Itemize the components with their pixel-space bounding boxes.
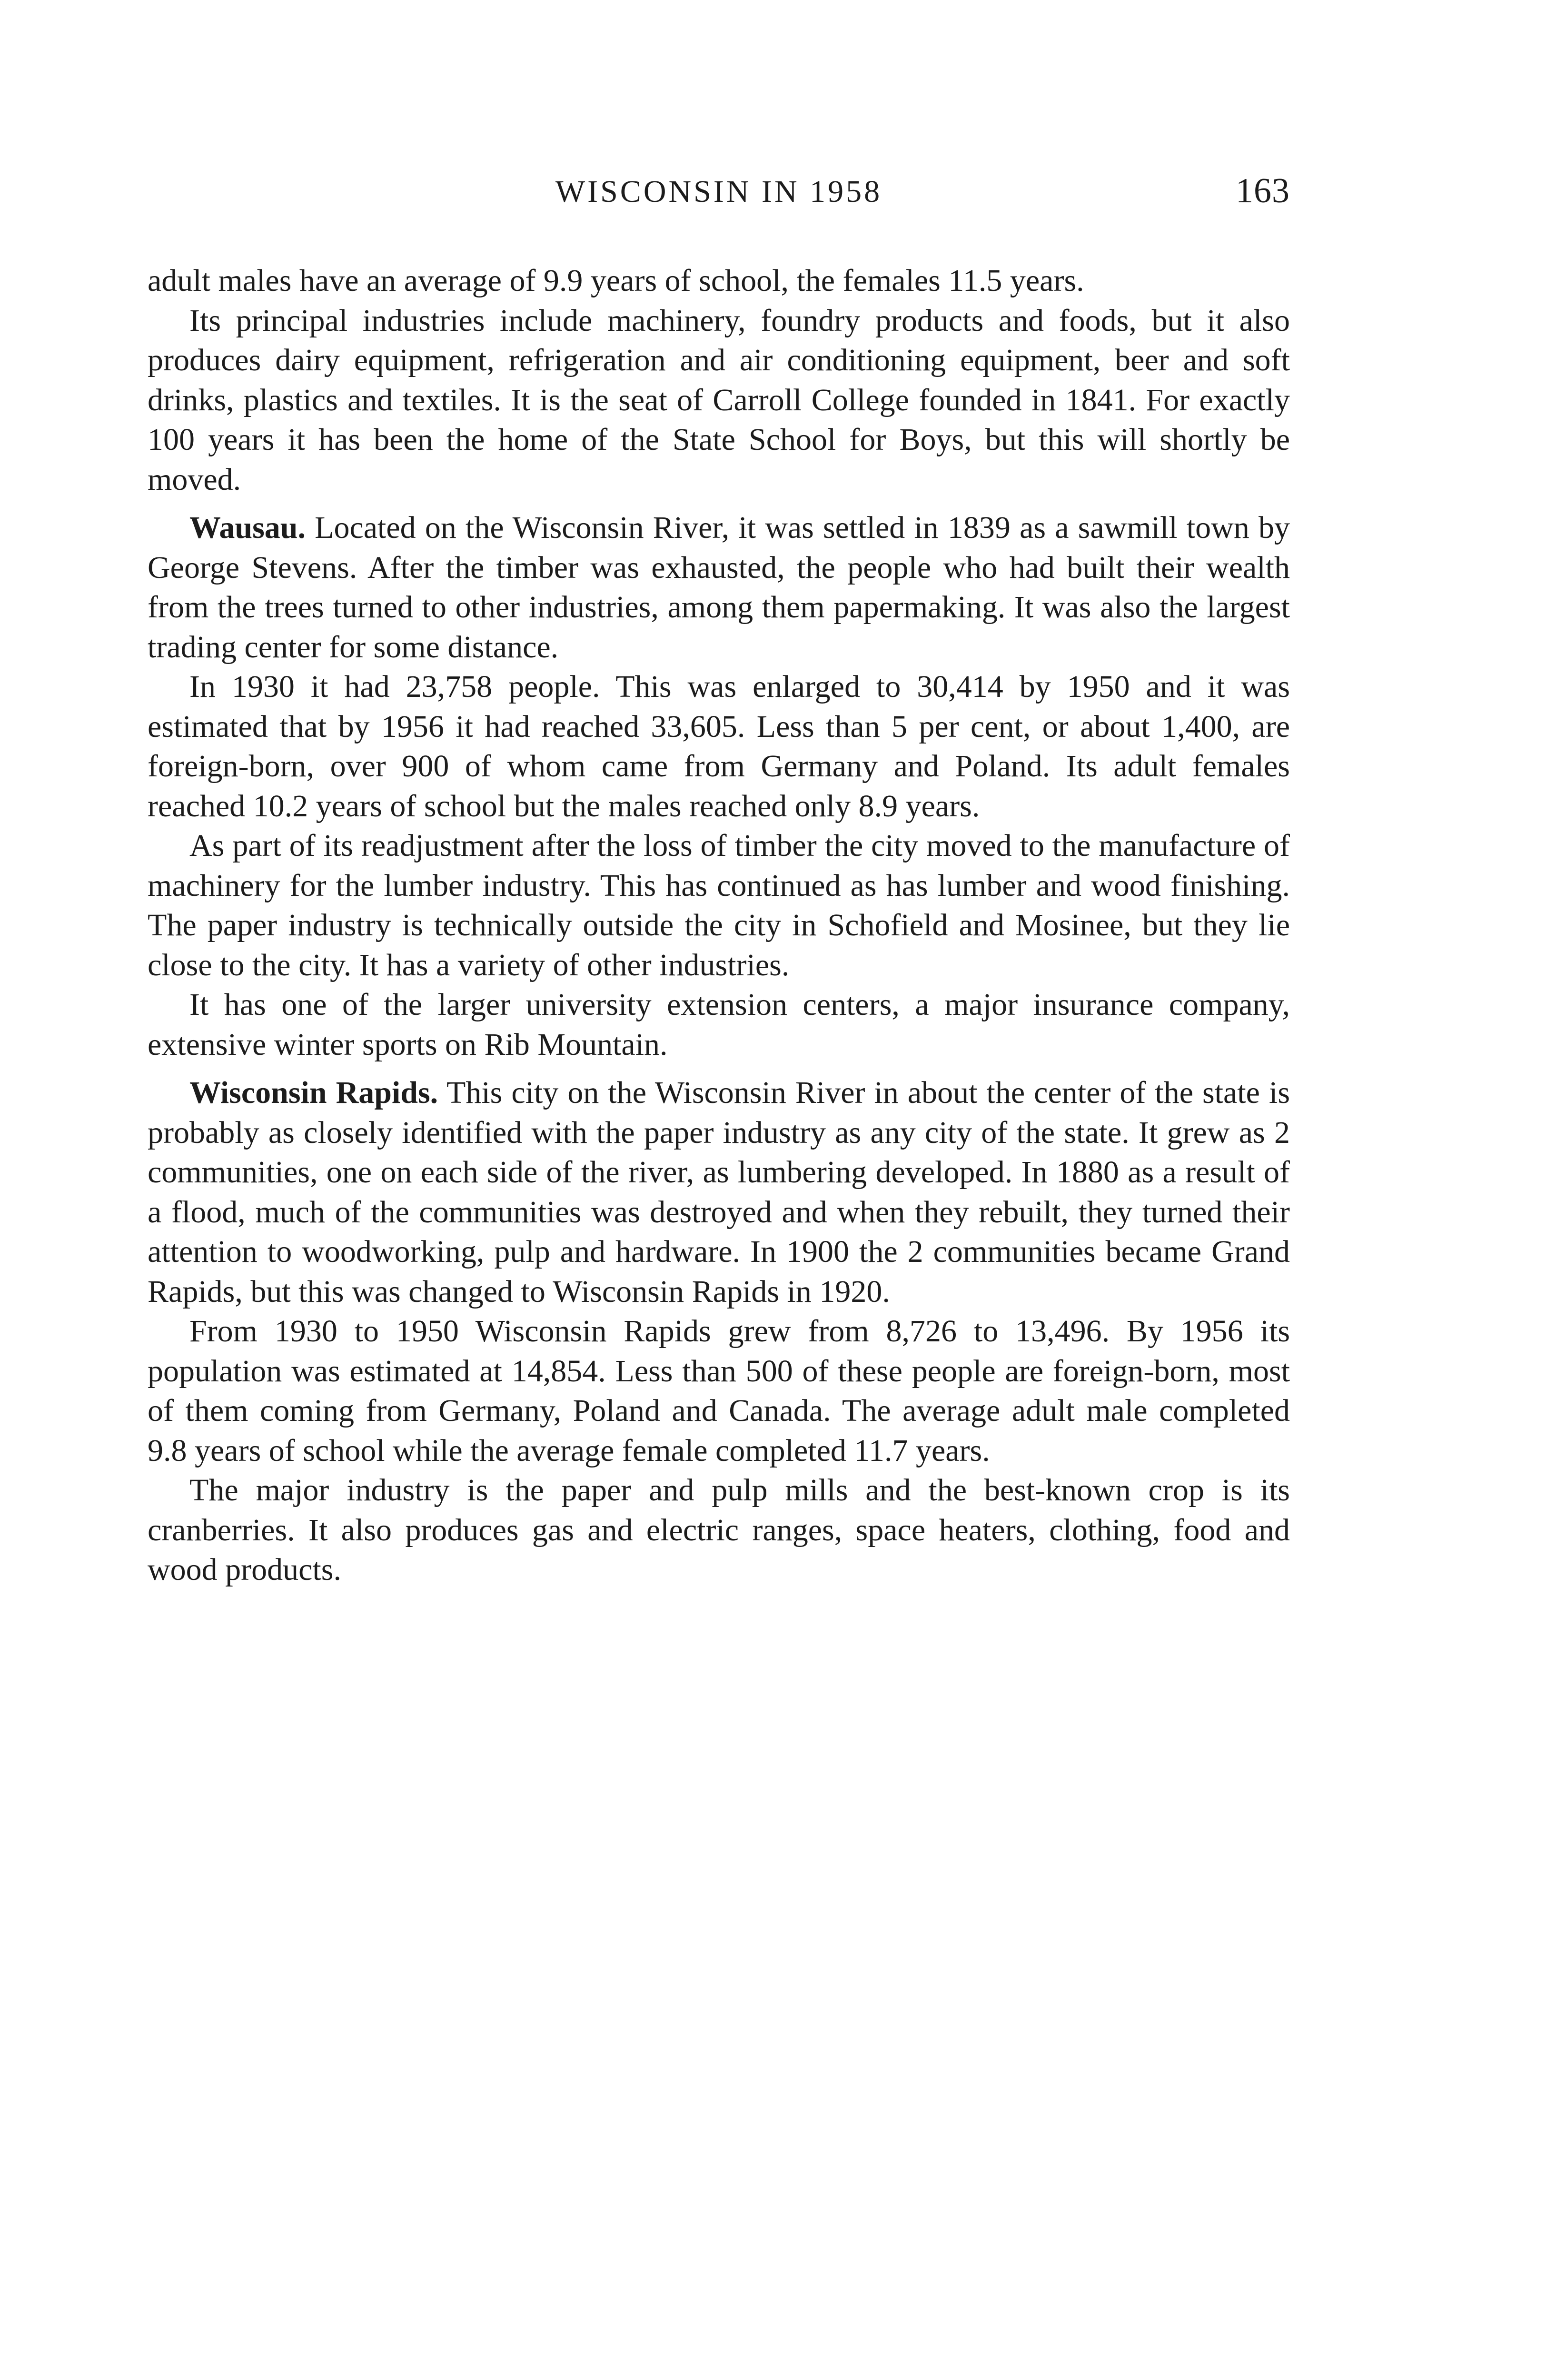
section-heading-wisconsin-rapids: Wisconsin Rapids.	[189, 1075, 438, 1110]
paragraph-wausau-population	[148, 667, 1290, 826]
section-heading-wausau: Wausau.	[189, 510, 306, 545]
paragraph-continued	[148, 261, 1290, 301]
paragraph-text: Its principal industries include machinery, foundry products and foods, but it also produces dairy equipment, refrigeration and air conditioning equipment, beer and soft drinks, plastics and textiles. It is the seat of Carroll College founded in 1841. For exactly 100 years it has been the home of the State School for Boys, but this will shortly be moved.	[148, 303, 1290, 497]
running-head: WISCONSIN IN 1958	[555, 174, 882, 209]
paragraph-wausau-industry	[148, 826, 1290, 985]
paragraph-wausau-institutions	[148, 985, 1290, 1064]
paragraph-text: As part of its readjustment after the loss of timber the city moved to the manufacture of machinery for the lumber industry. This has continued as has lumber and wood finishing. The paper industry is technically outside the city in Schofield and Mosinee, but they lie close to the city. It has a variety of other industries.	[148, 828, 1290, 982]
paragraph-text: adult males have an average of 9.9 years of school, the females 11.5 years.	[148, 263, 1084, 298]
paragraph-wisconsin-rapids-industry	[148, 1470, 1290, 1590]
paragraph-wausau	[148, 508, 1290, 667]
paragraph-waukesha-industries	[148, 301, 1290, 500]
page-number: 163	[1236, 171, 1290, 210]
paragraph-text: In 1930 it had 23,758 people. This was enlarged to 30,414 by 1950 and it was estimated that by 1956 it had reached 33,605. Less than 5 per cent, or about 1,400, are foreign-born, over 900 of whom came from Germany and Poland. Its adult females reached 10.2 years of school but the males reached only 8.9 years.	[148, 669, 1290, 823]
paragraph-wisconsin-rapids	[148, 1073, 1290, 1311]
paragraph-text: It has one of the larger university extension centers, a major insurance company, extensive winter sports on Rib Mountain.	[148, 987, 1290, 1062]
paragraph-text: This city on the Wisconsin River in about the center of the state is probably as closely identified with the paper industry as any city of the state. It grew as 2 communities, one on each side of the river, as lumbering developed. In 1880 as a result of a flood, much of the communities was destroyed and when they rebuilt, they turned their attention to woodworking, pulp and hardware. In 1900 the 2 communities became Grand Rapids, but this was changed to Wisconsin Rapids in 1920.	[148, 1075, 1290, 1309]
page-header	[148, 171, 1290, 217]
paragraph-text: Located on the Wisconsin River, it was settled in 1839 as a sawmill town by George Stevens. After the timber was exhausted, the people who had built their wealth from the trees turned to other industries, among them papermaking. It was also the largest trading center for some distance.	[148, 510, 1290, 664]
paragraph-text: From 1930 to 1950 Wisconsin Rapids grew from 8,726 to 13,496. By 1956 its population was estimated at 14,854. Less than 500 of these people are foreign-born, most of them coming from Germany, Poland and Canada. The average adult male completed 9.8 years of school while the average female completed 11.7 years.	[148, 1314, 1290, 1468]
paragraph-text: The major industry is the paper and pulp mills and the best-known crop is its cranberries. It also produces gas and electric ranges, space heaters, clothing, food and wood products.	[148, 1473, 1290, 1587]
body-text	[148, 261, 1290, 1590]
paragraph-wisconsin-rapids-population	[148, 1311, 1290, 1470]
